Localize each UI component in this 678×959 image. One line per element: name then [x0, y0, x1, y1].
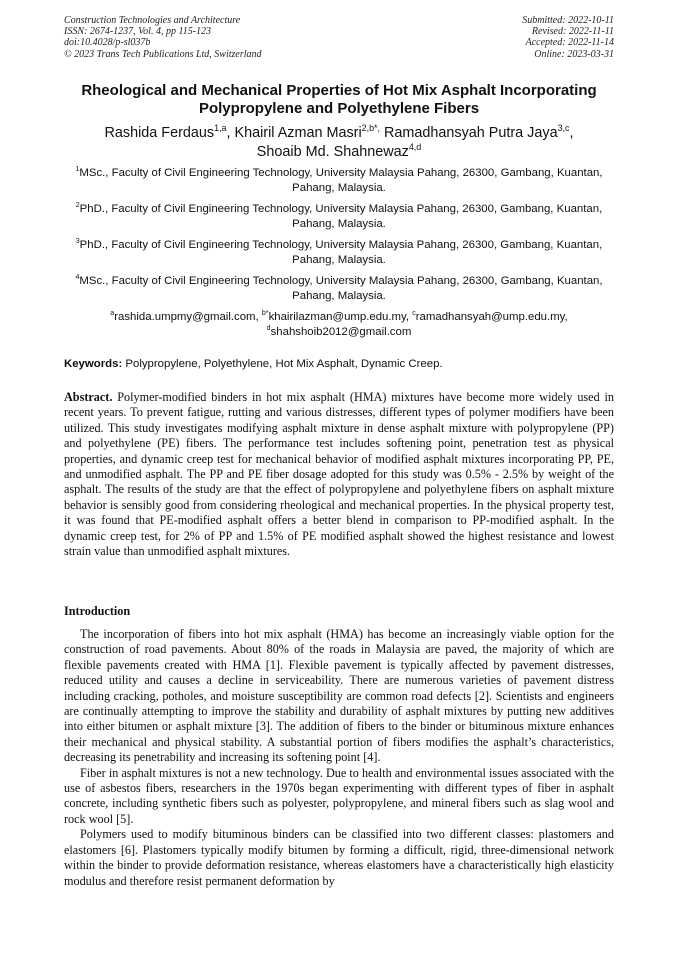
affiliation-number: 4	[75, 274, 80, 282]
paper-title: Rheological and Mechanical Properties of Hot Mix Asphalt Incorporating Polypropylene and Polyethylene Fibers	[81, 82, 597, 117]
email-address: khairilazman@ump.edu.my,	[268, 311, 413, 323]
affiliation	[64, 274, 614, 304]
affiliation	[64, 238, 614, 268]
affiliation	[64, 202, 614, 232]
introduction-body	[64, 627, 614, 889]
author-affiliation-mark: 3,c	[557, 123, 570, 134]
abstract	[64, 390, 614, 559]
accepted-date: Accepted: 2022-11-14	[525, 37, 614, 49]
author-affiliation-mark: 4,d	[408, 142, 422, 153]
copyright-line: © 2023 Trans Tech Publications Ltd, Switzerland	[64, 48, 262, 60]
introduction-heading: Introduction	[64, 604, 131, 618]
keywords-label: Keywords:	[64, 358, 123, 370]
author-affiliation-mark: 1,a	[214, 123, 227, 134]
revised-date: Revised: 2022-11-11	[531, 26, 614, 38]
author-separator: ,	[569, 125, 574, 141]
issn-line: ISSN: 2674-1237, Vol. 4, pp 115-123	[64, 26, 212, 38]
email-address: rashida.umpmy@gmail.com,	[114, 311, 262, 323]
email-mark: c	[412, 310, 416, 318]
submitted-date: Submitted: 2022-10-11	[522, 15, 614, 26]
affiliation-text: PhD., Faculty of Civil Engineering Technology, University Malaysia Pahang, 26300, Gambang, Kuantan, Pahang, Malaysia.	[79, 203, 603, 230]
author-affiliation-mark: 2,b*,	[361, 123, 380, 134]
affiliation-number: 1	[75, 166, 80, 174]
author-name: Ramadhansyah Putra Jaya	[383, 125, 558, 141]
author-list	[64, 124, 614, 162]
paragraph: The incorporation of fibers into hot mix asphalt (HMA) has become an increasingly viable option for the construction of road pavements. About 80% of the roads in Malaysia are paved, the majority of which are flexible pavements created with HMA [1]. Flexible pavement is typically affected by pavement distresses, reduced utility and causes a decline in serviceability. There are numerous varieties of pavement distress including cracking, potholes, and moisture susceptibility are common road defects [2]. Scientists and engineers are continually attempting to improve the stability and durability of asphalt mixtures by putting new additives into either bitumen or asphalt mixture [3]. The addition of fibers to the binder or bituminous mixture enhances their mechanical and physical stability. A substantial portion of fibers modifies the asphalt’s characteristics, decreasing its penetrability and increasing its softening point [4].	[64, 627, 614, 765]
author-name: Rashida Ferdaus	[104, 125, 215, 141]
paragraph: Fiber in asphalt mixtures is not a new technology. Due to health and environmental issues associated with the use of asbestos fibers, researchers in the 1970s began experimenting with different types of fiber in asphalt concrete, including synthetic fibers such as polyester, polypropylene, and mineral fibers such as slag wool and rock wool [5].	[64, 765, 614, 826]
affiliations	[64, 166, 614, 340]
affiliation-text: MSc., Faculty of Civil Engineering Technology, University Malaysia Pahang, 26300, Gambang, Kuantan, Pahang, Malaysia.	[79, 275, 603, 302]
email-mark: a	[110, 310, 115, 318]
abstract-label: Abstract.	[64, 390, 113, 404]
affiliation	[64, 166, 614, 196]
author-separator: ,	[226, 125, 235, 141]
email-mark: b*	[261, 310, 269, 318]
paragraph: Polymers used to modify bituminous binders can be classified into two different classes: plastomers and elastomers [6]. Plastomers typically modify bitumen by forming a difficult, rigid, three-dimensional network within the binder to provide deformation resistance, whereas elastomers have a characteristically high elasticity modulus and therefore resist permanent deformation by	[64, 827, 614, 888]
abstract-text: Polymer-modified binders in hot mix asphalt (HMA) mixtures have become more widely used in recent years. To prevent fatigue, rutting and various distresses, different types of polymer modifiers have been utilized. This study investigates modifying asphalt mixture in dense asphalt mixture with polypropylene (PP) and polyethylene (PE) fibers. The performance test includes softening point, penetration test as physical properties, and dynamic creep test for mechanical behavior of modified asphalt mixtures incorporating PP, PE, and unmodified asphalt. The PP and PE fiber dosage adopted for this study was 0.5% - 2.5% by weight of the asphalt. The results of the study are that the effect of polypropylene and polyethylene fibers on asphalt mixture behavior is sensibly good from considering rheological and mechanical properties. In the physical property test, it was found that PE-modified asphalt offers a better blend in comparison to PP-modified asphalt. In the dynamic creep test, for 2% of PP and 1.5% of PE modified asphalt showed the highest resistance and lowest strain value than unmodified asphalt mixtures.	[64, 390, 614, 559]
author-name: Shoaib Md. Shahnewaz	[256, 144, 409, 160]
publication-dates	[522, 15, 614, 60]
affiliation-number: 3	[75, 238, 80, 246]
email-mark: d	[266, 325, 271, 333]
doi-line: doi:10.4028/p-sl037b	[64, 37, 151, 49]
journal-name: Construction Technologies and Architecture	[64, 15, 241, 26]
email-address: ramadhansyah@ump.edu.my,	[415, 311, 568, 323]
affiliation-text: MSc., Faculty of Civil Engineering Technology, University Malaysia Pahang, 26300, Gambang, Kuantan, Pahang, Malaysia.	[79, 167, 603, 194]
author-emails	[64, 310, 614, 340]
keywords	[64, 358, 614, 370]
email-address: shahshoib2012@gmail.com	[270, 326, 412, 338]
online-date: Online: 2023-03-31	[534, 48, 614, 60]
author-name: Khairil Azman Masri	[234, 125, 362, 141]
keywords-text: Polypropylene, Polyethylene, Hot Mix Asphalt, Dynamic Creep.	[122, 358, 443, 370]
journal-info	[64, 15, 262, 60]
affiliation-number: 2	[75, 202, 80, 210]
affiliation-text: PhD., Faculty of Civil Engineering Technology, University Malaysia Pahang, 26300, Gambang, Kuantan, Pahang, Malaysia.	[79, 239, 603, 266]
